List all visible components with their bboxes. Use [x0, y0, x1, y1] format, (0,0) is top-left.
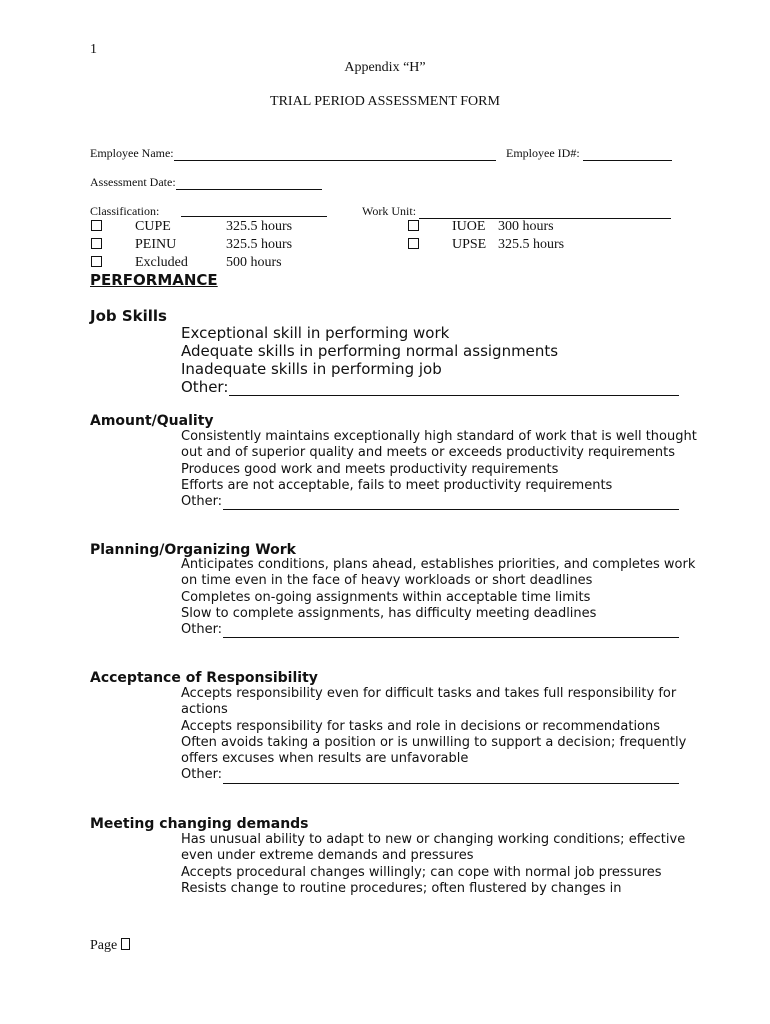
checkbox[interactable] [91, 220, 102, 231]
checkbox[interactable] [408, 220, 419, 231]
classification-hours: 325.5 hours [498, 237, 565, 252]
option[interactable]: Accepts responsibility for tasks and role in decisions or recommendations [181, 718, 661, 734]
employee-name-label: Employee Name: [90, 146, 174, 160]
page-field-placeholder-icon [121, 938, 130, 950]
acceptance-responsibility-options [181, 686, 701, 784]
other-label: Other: [181, 767, 223, 783]
classification-label: Classification: [90, 204, 160, 218]
other-field[interactable] [181, 767, 679, 783]
option[interactable]: Slow to complete assignments, has difficulty meeting deadlines [181, 605, 597, 621]
option[interactable]: Consistently maintains exceptionally high standard of work that is well thought out and of superior quality and meets or exceeds productivity requirements [181, 429, 697, 461]
classification-name: Excluded [135, 255, 188, 270]
option[interactable]: Resists change to routine procedures; often flustered by changes in [181, 880, 622, 896]
other-line [223, 771, 679, 784]
work-unit-label: Work Unit: [362, 204, 417, 218]
classification-name: IUOE [452, 219, 486, 234]
classification-option-peinu[interactable] [91, 238, 102, 254]
option[interactable]: Produces good work and meets productivity requirements [181, 461, 559, 477]
option[interactable]: Adequate skills in performing normal assignments [181, 342, 559, 360]
classification-hours: 300 hours [498, 219, 554, 234]
work-unit-line [419, 206, 671, 219]
acceptance-responsibility-heading: Acceptance of Responsibility [90, 670, 318, 686]
other-label: Other: [181, 378, 229, 396]
option[interactable]: Has unusual ability to adapt to new or changing working conditions; effective even under extreme demands and pressures [181, 832, 686, 864]
page-number: 1 [90, 42, 97, 57]
employee-name-line [174, 148, 496, 161]
performance-heading: PERFORMANCE [90, 271, 218, 289]
page-footer-label: Page [90, 938, 121, 953]
assessment-date-line [176, 177, 322, 190]
employee-id-label: Employee ID#: [506, 146, 580, 160]
work-unit-field[interactable] [362, 204, 671, 219]
option[interactable]: Exceptional skill in performing work [181, 324, 450, 342]
option[interactable]: Accepts procedural changes willingly; can cope with normal job pressures [181, 864, 662, 880]
other-line [223, 497, 679, 510]
classification-hours: 325.5 hours [226, 219, 293, 234]
option[interactable]: Accepts responsibility even for difficult tasks and takes full responsibility for actions [181, 686, 677, 718]
amount-quality-options [181, 429, 701, 510]
classification-hours: 325.5 hours [226, 237, 293, 252]
job-skills-heading: Job Skills [90, 307, 167, 325]
classification-name: UPSE [452, 237, 487, 252]
form-title: TRIAL PERIOD ASSESSMENT FORM [270, 94, 500, 109]
option[interactable]: Inadequate skills in performing job [181, 360, 442, 378]
classification-line [181, 204, 327, 217]
classification-name: CUPE [135, 219, 171, 234]
meeting-demands-heading: Meeting changing demands [90, 816, 309, 832]
classification-option-iuoe[interactable] [408, 220, 419, 236]
assessment-date-field[interactable] [90, 175, 322, 190]
other-label: Other: [181, 494, 223, 510]
other-field[interactable] [181, 622, 679, 638]
classification-field[interactable] [90, 204, 159, 219]
checkbox[interactable] [91, 238, 102, 249]
classification-option-cupe[interactable] [91, 220, 102, 236]
employee-id-line [583, 148, 672, 161]
employee-name-field[interactable] [90, 146, 496, 161]
checkbox[interactable] [408, 238, 419, 249]
employee-id-field[interactable] [506, 146, 672, 161]
other-field[interactable] [181, 378, 679, 396]
other-line [229, 383, 679, 396]
other-field[interactable] [181, 494, 679, 510]
other-line [223, 625, 679, 638]
meeting-demands-options [181, 832, 701, 897]
classification-option-upse[interactable] [408, 238, 419, 254]
option[interactable]: Efforts are not acceptable, fails to meet productivity requirements [181, 477, 613, 493]
page-footer [90, 938, 130, 954]
classification-option-excluded[interactable] [91, 256, 102, 272]
option[interactable]: Often avoids taking a position or is unwilling to support a decision; frequently offers excuses when results are unfavorable [181, 734, 687, 767]
planning-organizing-heading: Planning/Organizing Work [90, 542, 296, 558]
appendix-label: Appendix “H” [344, 60, 426, 75]
option[interactable]: Completes on-going assignments within acceptable time limits [181, 589, 591, 605]
assessment-date-label: Assessment Date: [90, 175, 176, 189]
job-skills-options [181, 324, 701, 396]
classification-name: PEINU [135, 237, 177, 252]
amount-quality-heading: Amount/Quality [90, 413, 214, 429]
other-label: Other: [181, 622, 223, 638]
checkbox[interactable] [91, 256, 102, 267]
planning-organizing-options [181, 557, 701, 638]
classification-hours: 500 hours [226, 255, 282, 270]
option[interactable]: Anticipates conditions, plans ahead, establishes priorities, and completes work on time even in the face of heavy workloads or short deadlines [181, 557, 696, 589]
